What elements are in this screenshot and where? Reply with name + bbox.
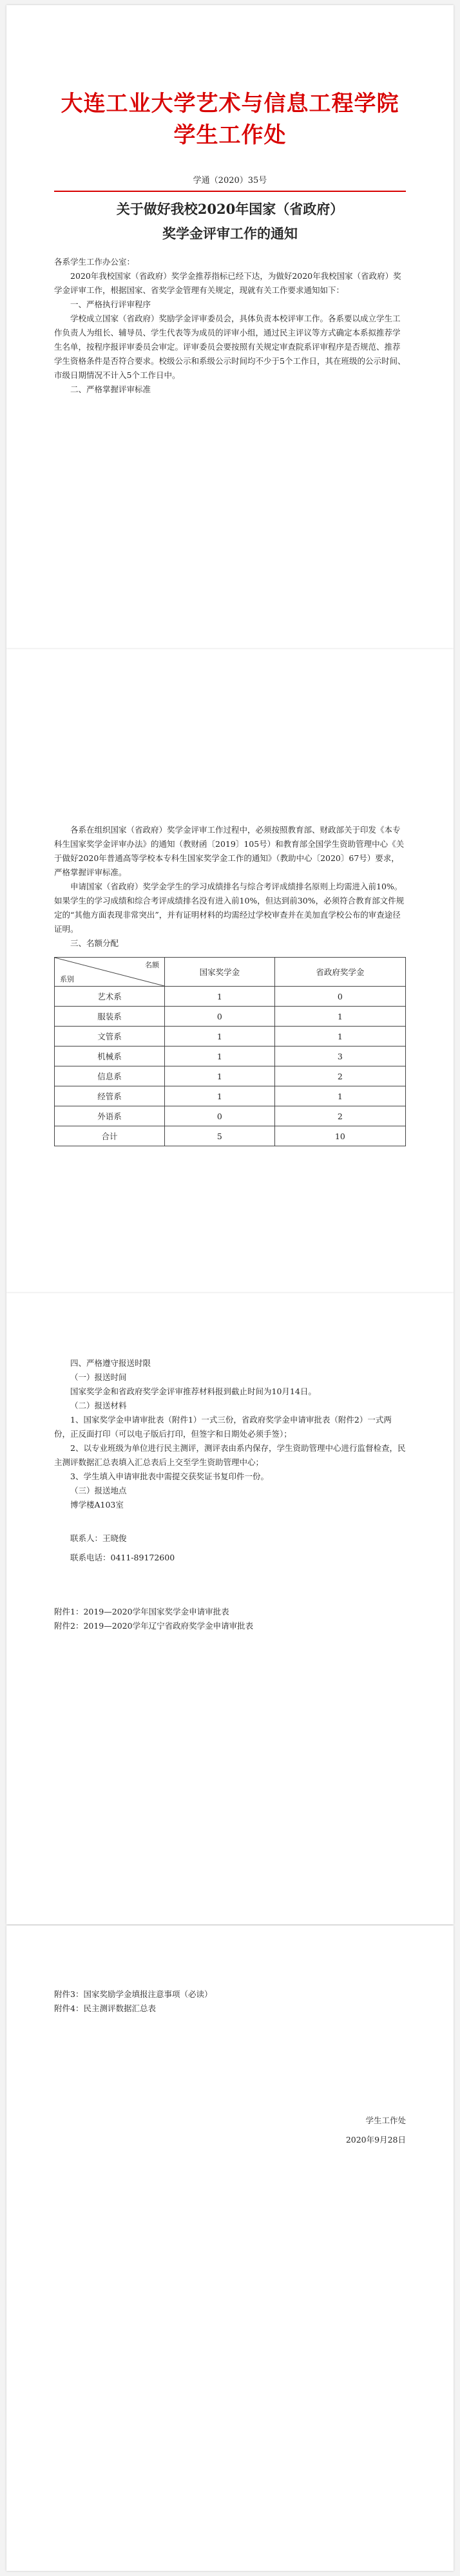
column-header: 省政府奖学金 <box>274 958 405 987</box>
salutation: 各系学生工作办公室： <box>54 257 135 267</box>
column-header: 国家奖学金 <box>165 958 275 987</box>
section-heading: 四、严格遵守报送时限 <box>70 1358 151 1368</box>
table-cell-provincial: 10 <box>274 1126 405 1146</box>
table-cell-national: 1 <box>165 1027 275 1046</box>
contact-phone: 联系电话：0411-89172600 <box>70 1553 175 1562</box>
attachment-3: 附件3：国家奖励学金填报注意事项（必读） <box>54 1989 213 1999</box>
table-cell-national: 5 <box>165 1126 275 1146</box>
table-cell-provincial: 2 <box>274 1106 405 1126</box>
paragraph: 国家奖学金和省政府奖学金评审推荐材料报到截止时间为10月14日。 <box>70 1387 316 1396</box>
doc-title-line2: 奖学金评审工作的通知 <box>162 225 298 242</box>
table-cell-national: 1 <box>165 1086 275 1106</box>
table-cell-dept: 机械系 <box>55 1046 165 1066</box>
quota-table <box>54 957 406 1146</box>
section-heading: 一、严格执行评审程序 <box>70 299 151 309</box>
table-cell-dept: 文管系 <box>55 1027 165 1046</box>
table-cell-dept: 合计 <box>55 1126 165 1146</box>
list-item: 2、以专业班级为单位进行民主测评，测评表由系内保存，学生资助管理中心进行监督检查，民主测评数据汇总表填入汇总表后上交至学生资助管理中心； <box>54 1443 406 1467</box>
table-corner-cell <box>55 958 165 987</box>
document-page-2 <box>6 649 454 1293</box>
table-row <box>55 1007 406 1027</box>
sub-heading: （一）报送时间 <box>70 1372 127 1382</box>
table-header-row <box>55 958 406 987</box>
list-item: 3、学生填入申请审批表中需提交获奖证书复印件一份。 <box>70 1472 269 1481</box>
paragraph: 各系在组织国家（省政府）奖学金评审工作过程中，必须按照教育部、财政部关于印发《本专科生国家奖学金评审办法》的通知（教财函〔2019〕105号）和教育部全国学生资助管理中心《关于做好2020年普通高等学校本专科生国家奖学金工作的通知》（教助中心〔2020〕67号）要求，严格掌握评审标准。 <box>54 825 405 877</box>
table-cell-provincial: 1 <box>274 1007 405 1027</box>
sub-heading: （二）报送材料 <box>70 1401 127 1410</box>
table-cell-dept: 服装系 <box>55 1007 165 1027</box>
signing-organization: 学生工作处 <box>365 2116 406 2125</box>
paragraph: 学校成立国家（省政府）奖励学金评审委员会，具体负责本校评审工作。各系要以成立学生工作负责人为组长、辅导员、学生代表等为成员的评审小组，通过民主评议等方式确定本系拟推荐学生名单，按程序报评审委员会审定。评审委员会要按照有关规定审查院系评审程序是否规范、推荐学生资格条件是否符合要求。校级公示和系级公示时间均不少于5个工作日，其在班级的公示时间、市级日期情况不计入5个工作日中。 <box>54 314 406 380</box>
paragraph: 2020年我校国家（省政府）奖学金推荐指标已经下达，为做好2020年我校国家（省政府）奖学金评审工作，根据国家、省奖学金管理有关规定，现就有关工作要求通知如下： <box>54 271 401 295</box>
attachment-4: 附件4：民主测评数据汇总表 <box>54 2003 156 2013</box>
table-cell-national: 1 <box>165 1066 275 1086</box>
table-row <box>55 1126 406 1146</box>
sub-heading: （三）报送地点 <box>70 1486 127 1495</box>
table-row <box>55 1086 406 1106</box>
paragraph: 申请国家（省政府）奖学金学生的学习成绩排名与综合考评成绩排名原则上均需进入前10%。如果学生的学习成绩和综合考评成绩排名没有进入前10%，但达到前30%，必须符合教育部文件规定的“其他方面表现非常突出”，并有证明材料的均需经过学校审查并在美加直学校公布的审查途径证明。 <box>54 882 405 934</box>
table-cell-provincial: 0 <box>274 987 405 1007</box>
table-cell-national: 1 <box>165 987 275 1007</box>
table-cell-national: 1 <box>165 1046 275 1066</box>
document-page-1 <box>6 5 454 649</box>
table-cell-dept: 信息系 <box>55 1066 165 1086</box>
signing-date: 2020年9月28日 <box>345 2135 406 2145</box>
doc-title-line1: 关于做好我校2020年国家（省政府） <box>116 201 344 217</box>
table-row <box>55 1066 406 1086</box>
contact-person: 联系人：王晓俊 <box>70 1533 127 1543</box>
table-cell-national: 0 <box>165 1106 275 1126</box>
section-heading: 三、名额分配 <box>70 938 119 948</box>
table-cell-provincial: 2 <box>274 1066 405 1086</box>
table-row <box>55 987 406 1007</box>
table-cell-provincial: 1 <box>274 1086 405 1106</box>
attachment-2: 附件2：2019—2020学年辽宁省政府奖学金申请审批表 <box>54 1621 254 1631</box>
table-cell-national: 0 <box>165 1007 275 1027</box>
table-cell-dept: 外语系 <box>55 1106 165 1126</box>
doc-number: 学通（2020）35号 <box>193 176 267 185</box>
corner-bottom-label: 系别 <box>60 975 74 983</box>
corner-top-label: 名额 <box>145 961 159 969</box>
document-page-3 <box>6 1293 454 1924</box>
table-cell-provincial: 3 <box>274 1046 405 1066</box>
address: 博学楼A103室 <box>70 1500 124 1510</box>
issuer-title: 大连工业大学艺术与信息工程学院学生工作处 <box>61 91 399 148</box>
table-cell-provincial: 1 <box>274 1027 405 1046</box>
table-row <box>55 1046 406 1066</box>
doc-title <box>54 197 406 246</box>
table-cell-dept: 经管系 <box>55 1086 165 1106</box>
attachment-1: 附件1：2019—2020学年国家奖学金申请审批表 <box>54 1607 229 1616</box>
section-heading: 二、严格掌握评审标准 <box>70 384 151 394</box>
list-item: 1、国家奖学金申请审批表（附件1）一式三份，省政府奖学金申请审批表（附件2）一式两份，正反面打印（可以电子版后打印，但签字和日期处必须手签）； <box>54 1415 392 1439</box>
table-cell-dept: 艺术系 <box>55 987 165 1007</box>
table-row <box>55 1027 406 1046</box>
document-page-4 <box>6 1926 454 2571</box>
red-divider <box>54 191 406 192</box>
table-row <box>55 1106 406 1126</box>
